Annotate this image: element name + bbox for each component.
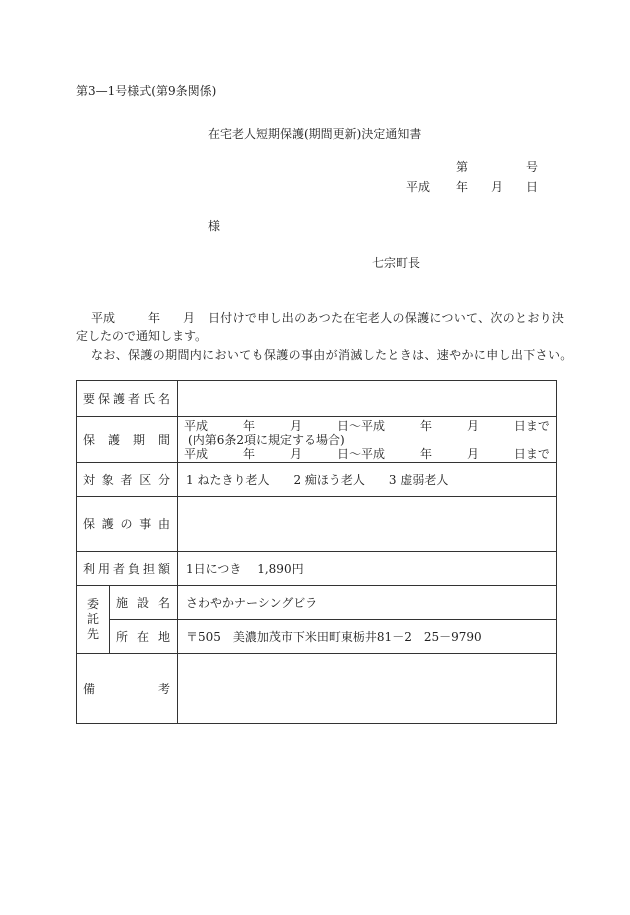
location-label: 所在地 bbox=[110, 620, 178, 654]
category-label: 対象者区分 bbox=[77, 463, 178, 497]
addressee-suffix: 様 bbox=[208, 219, 221, 233]
name-label: 要保護者氏名 bbox=[77, 381, 178, 417]
period-note: (内第6条2項に規定する場合) bbox=[188, 432, 345, 447]
body-paragraph-2: なお、保護の期間内においても保護の事由が消滅したときは、速やかに申し出下さい。 bbox=[91, 348, 573, 362]
period-label: 保護期間 bbox=[77, 417, 178, 463]
burden-label: 利用者負担額 bbox=[77, 552, 178, 586]
location-value: 〒505 美濃加茂市下米田町東栃井81－2 25－9790 bbox=[178, 620, 557, 654]
row-burden bbox=[77, 552, 557, 586]
row-remarks bbox=[77, 654, 557, 724]
document-title: 在宅老人短期保護(期間更新)決定通知書 bbox=[208, 127, 422, 141]
facility-label: 施設名 bbox=[110, 586, 178, 620]
row-category bbox=[77, 463, 557, 497]
reason-value bbox=[178, 497, 557, 552]
period-line-2: 平成 年 月 日～平成 年 月 日まで bbox=[184, 446, 550, 461]
row-facility bbox=[77, 586, 557, 620]
issuer: 七宗町長 bbox=[372, 256, 421, 270]
row-location bbox=[77, 620, 557, 654]
reason-label: 保護の事由 bbox=[77, 497, 178, 552]
category-value: 1 ねたきり老人 2 痴ほう老人 3 虚弱老人 bbox=[178, 463, 557, 497]
row-period bbox=[77, 417, 557, 463]
name-value bbox=[178, 381, 557, 417]
entrust-label: 委 託 先 bbox=[77, 586, 110, 654]
period-value bbox=[178, 417, 557, 463]
period-line-1: 平成 年 月 日～平成 年 月 日まで bbox=[184, 418, 550, 433]
notice-table bbox=[76, 380, 557, 724]
form-number: 第3—1号様式(第9条関係) bbox=[76, 84, 217, 98]
row-name bbox=[77, 381, 557, 417]
facility-value: さわやかナーシングビラ bbox=[178, 586, 557, 620]
burden-value: 1日につき 1,890円 bbox=[178, 552, 557, 586]
row-reason bbox=[77, 497, 557, 552]
remarks-value bbox=[178, 654, 557, 724]
remarks-label: 備考 bbox=[77, 654, 178, 724]
